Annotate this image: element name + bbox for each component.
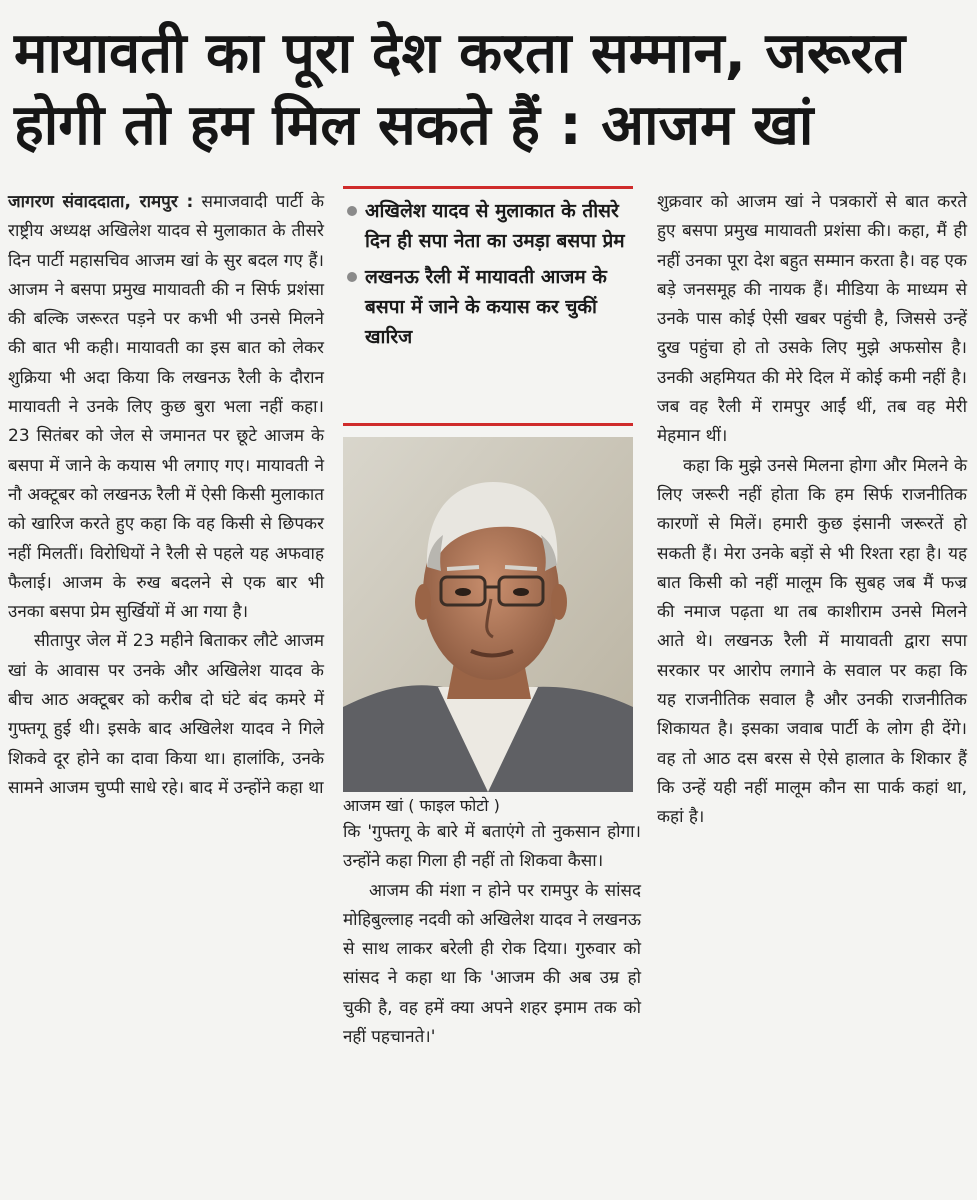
highlights-top-rule [343, 186, 633, 189]
article-paragraph: कि 'गुफ्तगू के बारे में बताएंगे तो नुकसान होगा। उन्होंने कहा गिला ही नहीं तो शिकवा कैसा। [343, 822, 641, 872]
article-column-1 [8, 188, 324, 803]
article-paragraph: सीतापुर जेल में 23 महीने बिताकर लौटे आजम खां के आवास पर उनके और अखिलेश यादव के बीच आठ अक्टूबर को करीब दो घंटे बंद कमरे में गुफ्तगू हुई थी। इसके बाद अखिलेश यादव ने गिले शिकवे दूर होने का दावा किया था। हालांकि, उनके सामने आजम चुप्पी साधे रहे। बाद में उन्होंने कहा था [8, 631, 324, 798]
article-paragraph [8, 188, 324, 627]
news-photo [343, 437, 633, 792]
photo-caption: आजम खां ( फाइल फोटो ) [343, 796, 500, 815]
headline-line-2: होगी तो हम मिल सकते हैं : आजम खां [14, 93, 814, 158]
highlight-text: लखनऊ रैली में मायावती आजम के बसपा में जाने के कयास कर चुकीं खारिज [365, 266, 607, 348]
highlights-box [343, 196, 639, 358]
dateline: जागरण संवाददाता, रामपुर : [8, 192, 194, 212]
highlight-text: अखिलेश यादव से मुलाकात के तीसरे दिन ही सपा नेता का उमड़ा बसपा प्रेम [365, 200, 625, 252]
article-paragraph: शुक्रवार को आजम खां ने पत्रकारों से बात करते हुए बसपा प्रमुख मायावती प्रशंसा की। कहा, मैं ही नहीं उनका पूरा देश बहुत सम्मान करता है। वह एक बड़े जनसमूह की नायक हैं। मीडिया के माध्यम से उनके पास कोई ऐसी खबर पहुंची है, जिससे उन्हें दुख पहुंचा हो तो उसके लिए मुझे अफसोस है। उनकी अहमियत की मेरे दिल में कोई कमी नहीं है। जब वह रैली में रामपुर आईं थीं, तब वह मेरी मेहमान थीं। [657, 192, 967, 447]
article-column-3 [657, 188, 967, 833]
headline-line-1: मायावती का पूरा देश करता सम्मान, जरूरत [14, 21, 906, 86]
article-paragraph: आजम की मंशा न होने पर रामपुर के सांसद मोहिबुल्लाह नदवी को अखिलेश यादव ने लखनऊ से साथ लाकर बरेली ही रोक दिया। गुरुवार को सांसद ने कहा था कि 'आजम की अब उम्र हो चुकी है, वह हमें क्या अपने शहर इमाम तक को नहीं पहचानते।' [343, 880, 641, 1048]
bullet-icon [347, 272, 357, 282]
article-column-2 [343, 818, 641, 1052]
highlights-bottom-rule [343, 423, 633, 426]
article-paragraph: कहा कि मुझे उनसे मिलना होगा और मिलने के लिए जरूरी नहीं होता कि हम सिर्फ राजनीतिक कारणों से मिलें। हमारी कुछ इंसानी जरूरतें हो सकती हैं। मेरा उनके बड़ों से भी रिश्ता रहा है। यह बात किसी को नहीं मालूम कि सुबह जब मैं फज्र की नमाज पढ़ता था तब काशीराम उनसे मिलने आते थे। लखनऊ रैली में मायावती द्वारा सपा सरकार पर आरोप लगाने के सवाल पर कहा कि यह राजनीतिक सवाल है और उनकी राजनीतिक शिकायत है। इसका जवाब पार्टी के लोग ही देंगे। वह तो आठ दस बरस से ऐसे हालात के शिकार हैं कि उन्हें यही नहीं मालूम कौन सा पार्क कहां था, कहां है। [657, 455, 967, 828]
highlight-item [343, 262, 639, 352]
portrait-photo [343, 437, 633, 792]
bullet-icon [347, 206, 357, 216]
paragraph-text: समाजवादी पार्टी के राष्ट्रीय अध्यक्ष अखिलेश यादव से मुलाकात के तीसरे दिन पार्टी महासचिव आजम खां के सुर बदल गए हैं। आजम ने बसपा प्रमुख मायावती की न सिर्फ प्रशंसा की बल्कि जरूरत पड़ने पर कभी भी उनसे मिलने की बात भी कही। मायावती का इस बात को लेकर शुक्रिया भी अदा किया कि लखनऊ रैली के दौरान मायावती ने उनके लिए कुछ बुरा भला नहीं कहा। 23 सितंबर को जेल से जमानत पर छूटे आजम के बसपा में जाने के कयास भी लगाए गए। मायावती ने नौ अक्टूबर को लखनऊ रैली में ऐसी किसी मुलाकात को खारिज करते हुए कहा कि वह किसी से छिपकर नहीं मिलतीं। विरोधियों ने रैली से पहले यह अफवाह फैलाई। आजम के रुख बदलने से एक बार भी उनका बसपा प्रेम सुर्खियों में आ गया है। [8, 192, 325, 623]
highlight-item [343, 196, 639, 256]
headline [14, 18, 964, 162]
